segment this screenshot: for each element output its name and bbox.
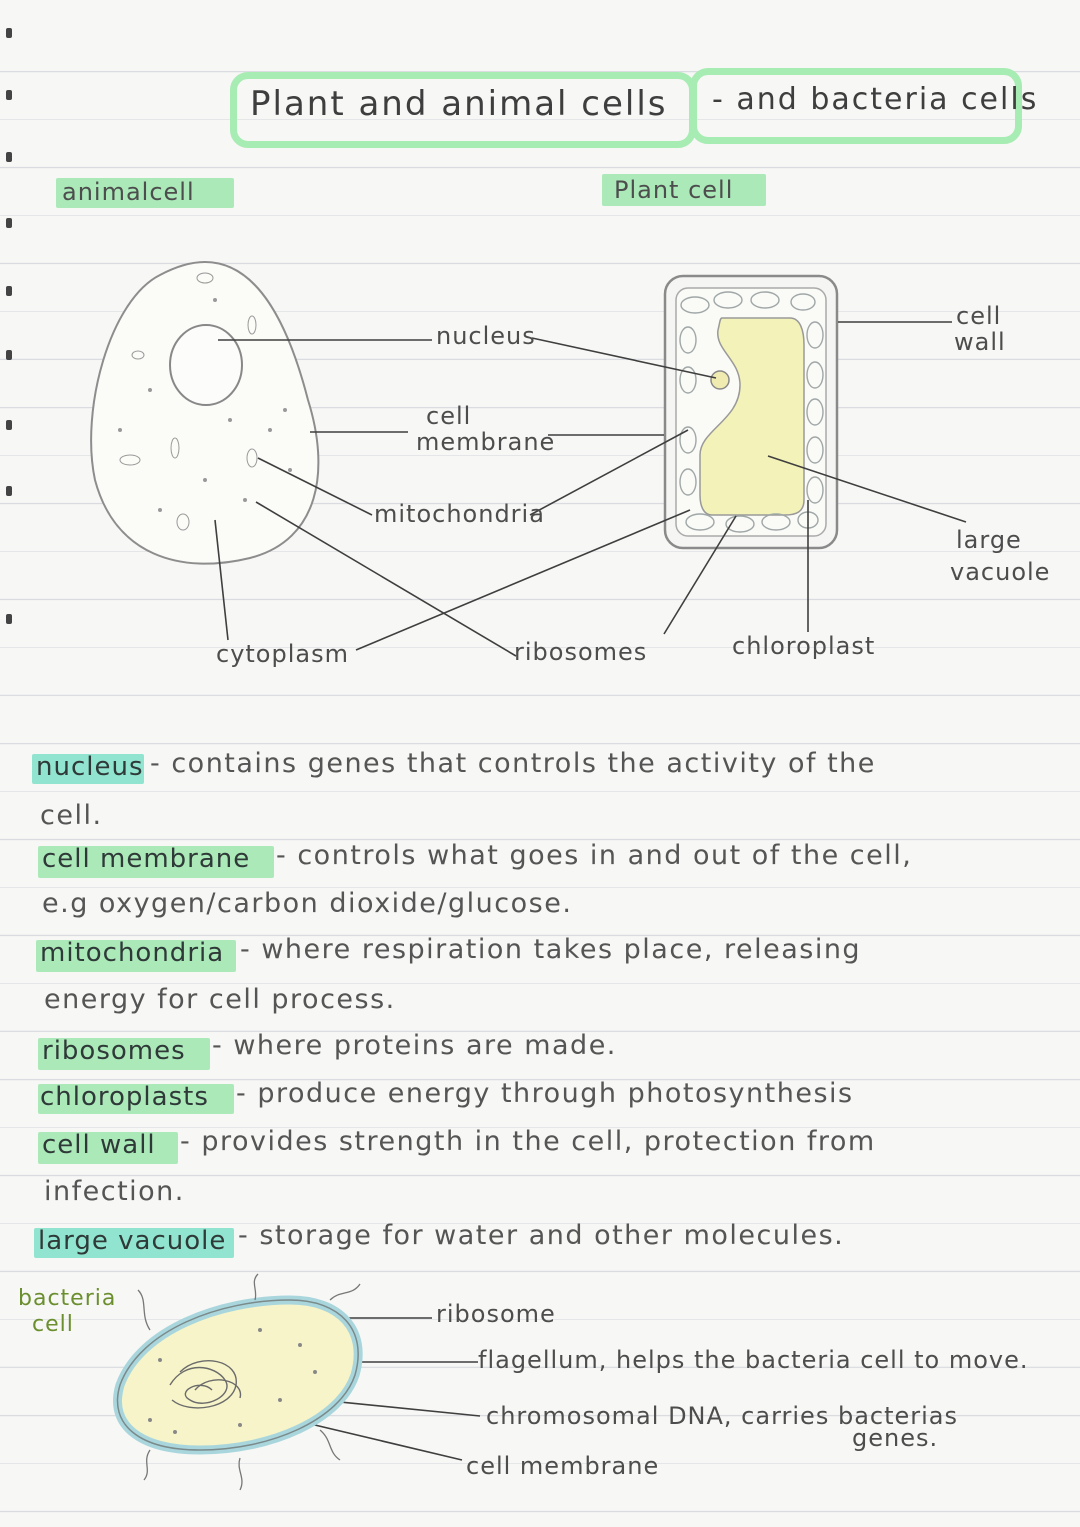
- def-mitochondria: - where respiration takes place, releasing: [240, 934, 862, 965]
- label-cell-wall-line1: cell: [956, 302, 1002, 330]
- label-chromosomal-dna: chromosomal DNA, carries bacterias: [486, 1402, 959, 1430]
- term-cell-wall: cell wall: [42, 1130, 156, 1160]
- plant-cell-drawing: [665, 276, 837, 548]
- def-large-vacuole: - storage for water and other molecules.: [238, 1220, 845, 1251]
- label-cell-membrane-line1: cell: [426, 402, 472, 430]
- label-cell-wall-line2: wall: [954, 328, 1006, 356]
- label-chloroplast: chloroplast: [732, 632, 876, 660]
- def-chloroplasts: - produce energy through photosynthesis: [236, 1078, 854, 1109]
- label-flagellum: flagellum, helps the bacteria cell to move.: [478, 1346, 1029, 1374]
- plant-cell-heading: Plant cell: [614, 176, 734, 204]
- label-cell-membrane-line2: membrane: [416, 428, 556, 456]
- label-large-vacuole-line2: vacuole: [950, 558, 1051, 586]
- def-cell-wall-cont: infection.: [44, 1176, 185, 1207]
- def-cell-wall: - provides strength in the cell, protection from: [180, 1126, 876, 1157]
- label-bacteria-cell-membrane: cell membrane: [466, 1452, 660, 1480]
- label-nucleus: nucleus: [436, 322, 536, 350]
- term-large-vacuole: large vacuole: [38, 1226, 227, 1256]
- def-nucleus: - contains genes that controls the activity of the: [150, 748, 876, 779]
- def-ribosomes: - where proteins are made.: [212, 1030, 617, 1061]
- label-cytoplasm: cytoplasm: [216, 640, 349, 668]
- label-mitochondria: mitochondria: [374, 500, 545, 528]
- bacteria-cell-drawing: [118, 1274, 360, 1490]
- label-ribosomes: ribosomes: [514, 638, 648, 666]
- label-chromosomal-dna-cont: genes.: [852, 1424, 939, 1452]
- term-mitochondria: mitochondria: [40, 938, 225, 968]
- bacteria-heading-line2: cell: [32, 1312, 74, 1337]
- def-nucleus-cont: cell.: [40, 800, 103, 831]
- term-nucleus: nucleus: [36, 752, 144, 782]
- term-cell-membrane: cell membrane: [42, 844, 251, 874]
- def-mitochondria-cont: energy for cell process.: [44, 984, 396, 1015]
- term-ribosomes: ribosomes: [42, 1036, 186, 1066]
- label-ribosome: ribosome: [436, 1300, 556, 1328]
- def-cell-membrane: - controls what goes in and out of the cell,: [276, 840, 913, 871]
- term-chloroplasts: chloroplasts: [40, 1082, 209, 1112]
- def-cell-membrane-cont: e.g oxygen/carbon dioxide/glucose.: [42, 888, 573, 919]
- animal-cell-heading: animalcell: [62, 178, 195, 206]
- bacteria-heading-line1: bacteria: [18, 1286, 117, 1311]
- page-title: Plant and animal cells: [250, 84, 668, 124]
- page-subtitle: - and bacteria cells: [712, 82, 1039, 117]
- label-large-vacuole-line1: large: [956, 526, 1022, 554]
